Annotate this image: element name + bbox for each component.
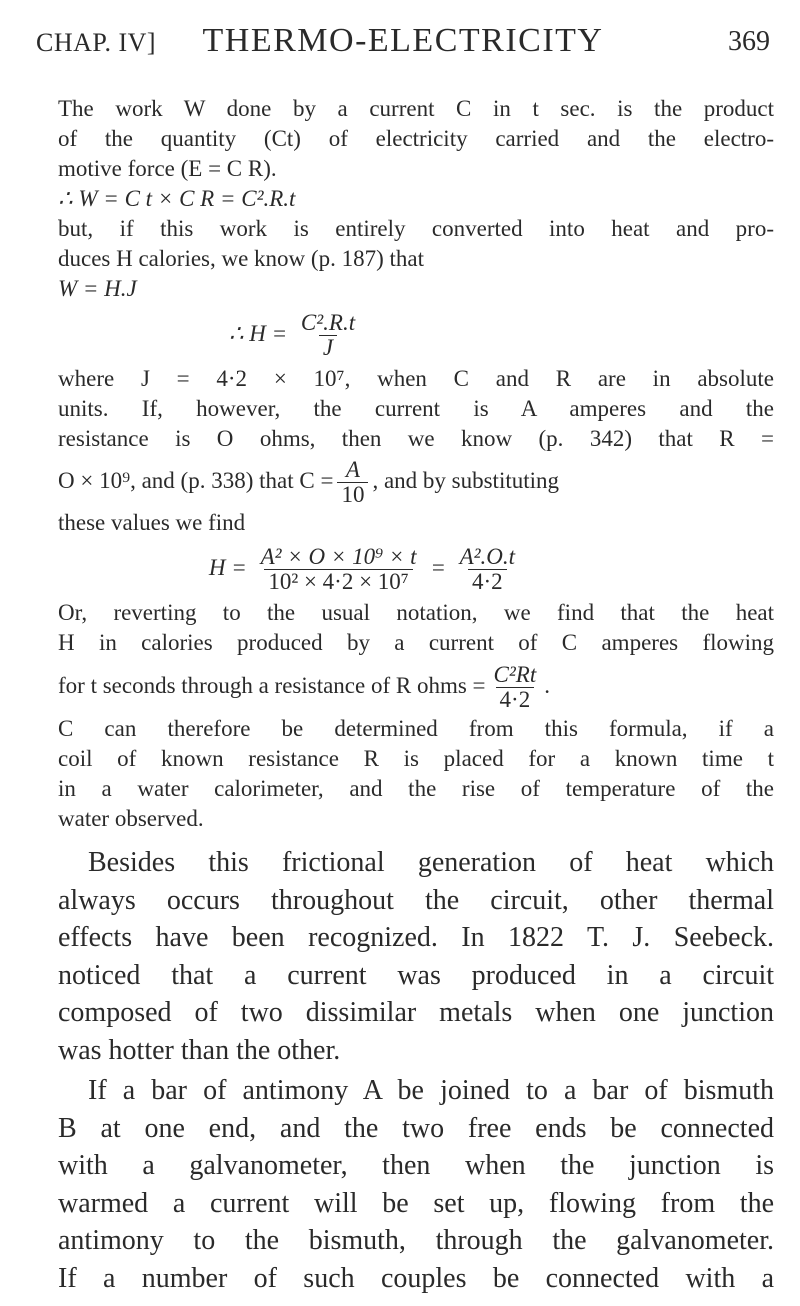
text-line: water observed. (58, 806, 204, 831)
equation-lhs: ∴ H = (228, 321, 288, 346)
text-line: If a bar of antimony A be joined to a bar of bismuth (88, 1075, 774, 1106)
equals-sign: = (430, 555, 446, 580)
running-header (36, 22, 770, 66)
text-line: If a number of such couples be connected with a (58, 1262, 774, 1294)
equation-heat (58, 304, 774, 364)
text-line: The work W done by a current C in t sec. is the product (58, 96, 774, 121)
fraction (490, 663, 541, 712)
denominator: 10 (337, 482, 368, 507)
chapter-label: CHAP. IV] (36, 28, 157, 57)
fraction (297, 311, 359, 360)
numerator: C²Rt (493, 662, 537, 688)
text-line: where J = 4·2 × 10⁷, when C and R are in absolute (58, 366, 774, 391)
text-line: in a water calorimeter, and the rise of temperature of the (58, 776, 774, 801)
text-line: noticed that a current was produced in a circuit (58, 959, 774, 991)
text-line: resistance is O ohms, then we know (p. 342) that R = (58, 426, 774, 451)
equation-substituted (58, 538, 774, 598)
numerator: C².R.t (300, 310, 356, 336)
denominator: 4·2 (496, 687, 535, 712)
text-line: B at one end, and the two free ends be connected (58, 1112, 774, 1144)
antimony-bismuth-paragraph (58, 1072, 774, 1298)
text-line-with-fraction (58, 454, 774, 508)
text-segment: for t seconds through a resistance of R ohms = (58, 673, 486, 698)
text-line: Or, reverting to the usual notation, we find that the heat (58, 600, 774, 625)
fraction (456, 545, 519, 594)
text-line: these values we find (58, 510, 246, 535)
text-line: Besides this frictional generation of heat which (88, 847, 774, 878)
text-line: duces H calories, we know (p. 187) that (58, 246, 424, 271)
text-line: warmed a current will be set up, flowing from the (58, 1187, 774, 1219)
text-line: always occurs throughout the circuit, other thermal (58, 884, 774, 916)
equation-lhs: H = (208, 555, 247, 580)
equation-joule: W = H.J (58, 276, 137, 301)
text-line: composed of two dissimilar metals when one junction (58, 997, 774, 1029)
denominator: 4·2 (468, 569, 507, 594)
numerator: A (345, 457, 360, 483)
text-line: antimony to the bismuth, through the galvanometer. (58, 1225, 774, 1257)
page-number: 369 (728, 26, 770, 57)
equation-work: ∴ W = C t × C R = C².R.t (58, 186, 296, 211)
text-line: units. If, however, the current is A amperes and the (58, 396, 774, 421)
running-title: THERMO-ELECTRICITY (202, 22, 604, 59)
numerator: A².O.t (459, 544, 516, 570)
fraction (257, 545, 421, 594)
text-line: H in calories produced by a current of C amperes flowing (58, 630, 774, 655)
text-line: motive force (E = C R). (58, 156, 277, 181)
text-line: C can therefore be determined from this formula, if a (58, 716, 774, 741)
fraction (337, 458, 368, 507)
text-line: of the quantity (Ct) of electricity carried and the electro- (58, 126, 774, 151)
formula-section (58, 94, 774, 834)
text-line-with-fraction (58, 658, 774, 714)
text-segment: O × 10⁹, and (p. 338) that C = (58, 468, 334, 493)
seebeck-paragraph (58, 844, 774, 1070)
numerator: A² × O × 10⁹ × t (260, 544, 417, 570)
text-segment: . (544, 673, 550, 698)
text-line: but, if this work is entirely converted into heat and pro- (58, 216, 774, 241)
denominator: J (319, 335, 337, 360)
text-line: was hotter than the other. (58, 1034, 341, 1066)
text-line: effects have been recognized. In 1822 T. J. Seebeck. (58, 922, 774, 954)
text-line: coil of known resistance R is placed for a known time t (58, 746, 774, 771)
text-line: with a galvanometer, then when the junction is (58, 1150, 774, 1182)
denominator: 10² × 4·2 × 10⁷ (264, 569, 413, 594)
text-segment: , and by substituting (372, 468, 559, 493)
